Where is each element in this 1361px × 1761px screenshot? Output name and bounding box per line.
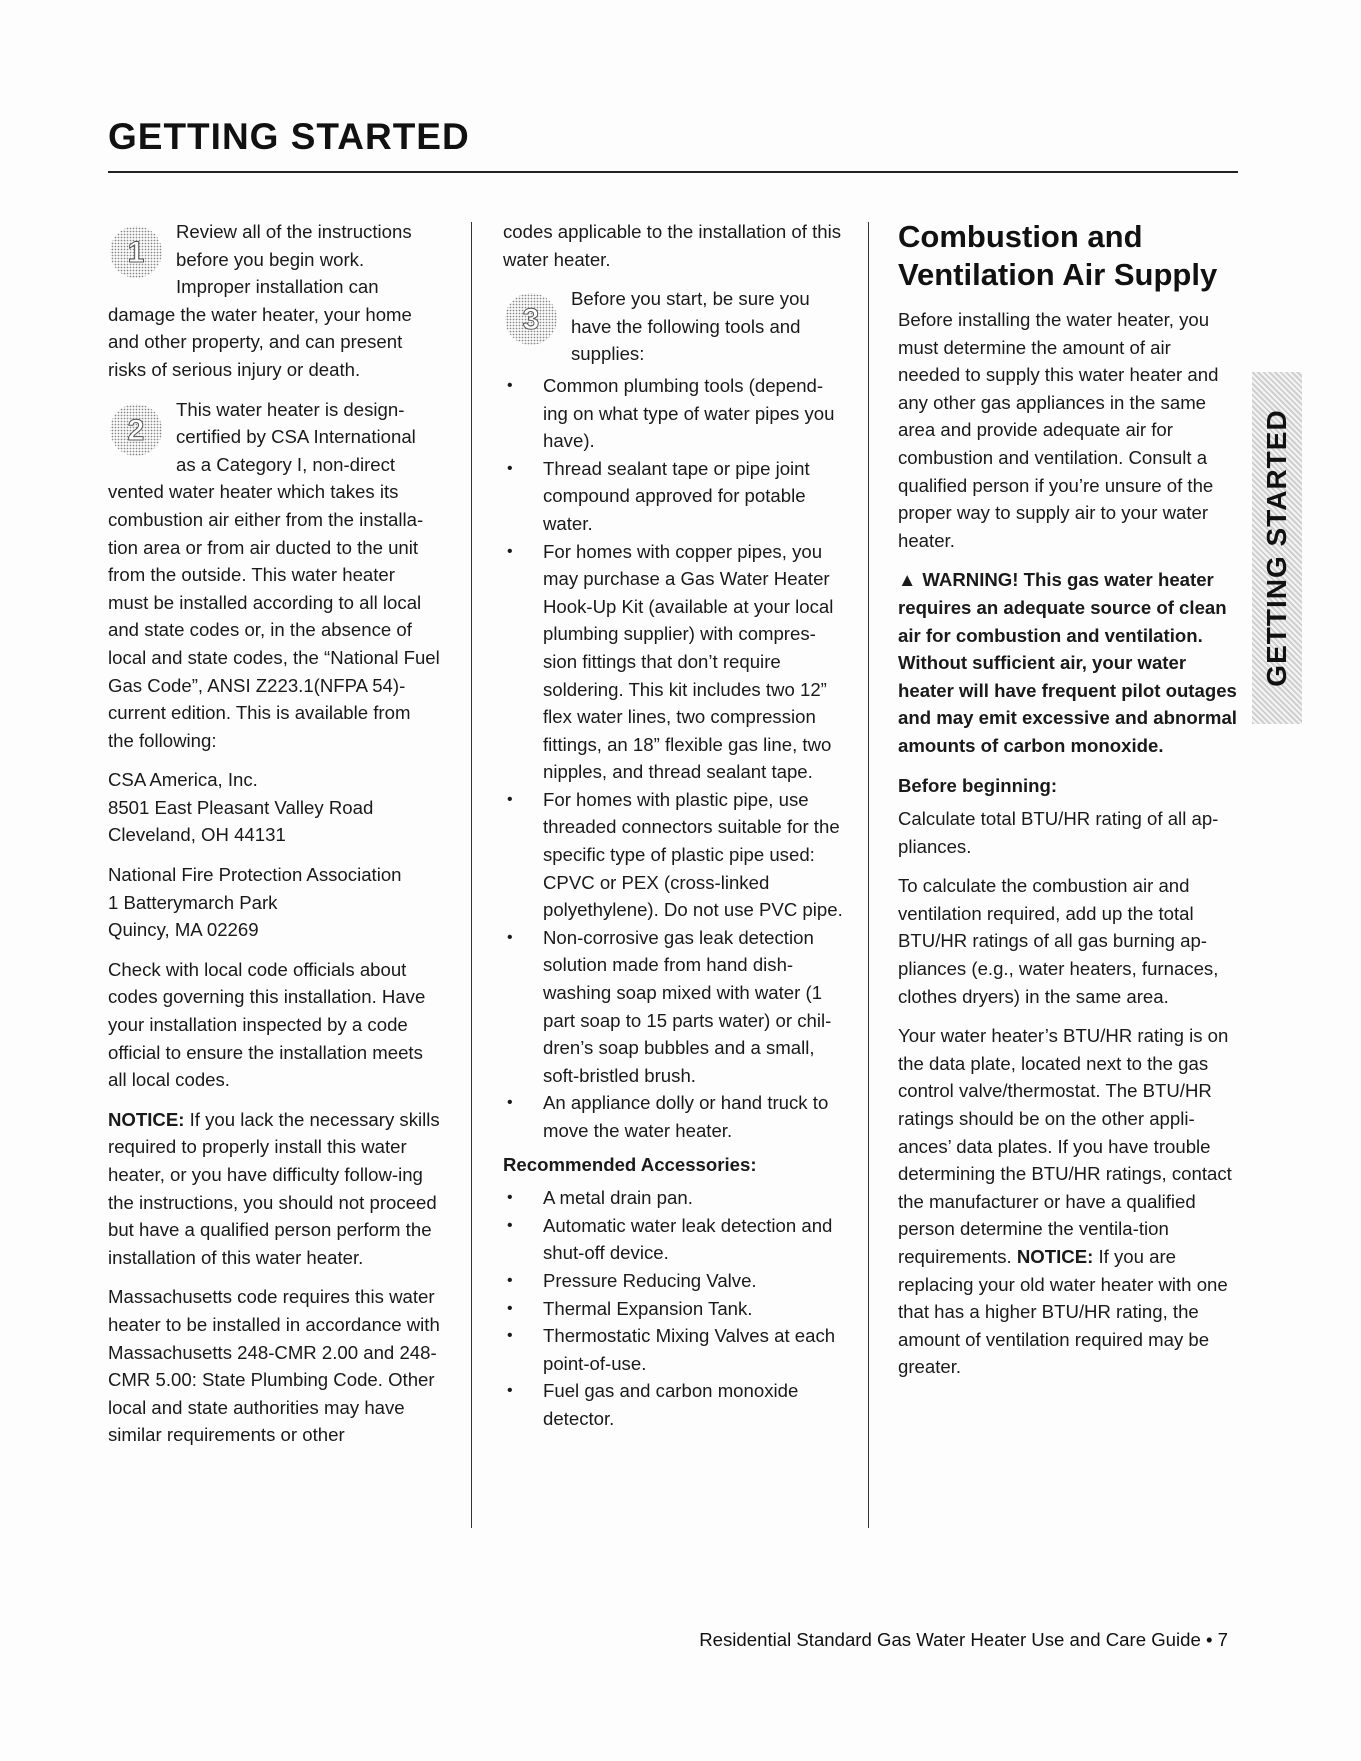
step-number-icon [108, 224, 164, 280]
column-divider [868, 222, 869, 1528]
page-title: GETTING STARTED [108, 116, 470, 157]
column-divider [471, 222, 472, 1528]
notice-label: NOTICE: [108, 1108, 185, 1130]
rating-text: Your water heater’s BTU/HR rating is on the data plate, located next to the gas control valve/thermostat. The BTU/HR ratings should be on the other appli-ances’ data plates. If you have trouble determining the BTU/HR ratings, contact the manufacturer or have a qualified person determine the ventila-tion requirements. [898, 1025, 1232, 1267]
column-left [108, 218, 440, 1461]
step-2-line: This water heater is design- [176, 398, 405, 420]
notice-text: If you are replacing your old water heater with one that has a higher BTU/HR rating, the amount of ventilation required may be greater. [898, 1246, 1228, 1378]
tools-list [503, 372, 843, 1145]
column-middle [503, 218, 843, 1439]
list-item: • Thermal Expansion Tank. [503, 1295, 843, 1323]
list-item: • An appliance dolly or hand truck to move the water heater. [503, 1089, 843, 1144]
massachusetts-paragraph: Massachusetts code requires this water heater to be installed in accordance with Massachusetts 248-CMR 2.00 and 248-CMR 5.00: State Plumbing Code. Other local and state authorities may have similar requirements or other [108, 1286, 440, 1446]
address-line: 1 Batterymarch Park [108, 891, 278, 913]
warning-paragraph [898, 566, 1238, 759]
step-2-line: as a Category I, non-direct [176, 453, 396, 475]
list-item: • Common plumbing tools (depend-ing on what type of water pipes you have). [503, 372, 843, 455]
step-number: 1 [127, 236, 145, 269]
calc-paragraph: To calculate the combustion air and ventilation required, add up the total BTU/HR ratings of all gas burning ap-pliances (e.g., water heaters, furnaces, clothes dryers) in the same area. [898, 875, 1219, 1007]
notice-text: If you lack the necessary skills required to properly install this water heater, or you have difficulty follow-ing the instructions, you should not proceed but have a qualified person perform the installation of this water heater. [108, 1108, 440, 1268]
list-item: • For homes with plastic pipe, use threaded connectors suitable for the specific type of plastic pipe used: CPVC or PEX (cross-linked polyethylene). Do not use PVC pipe. [503, 786, 843, 924]
check-paragraph: Check with local code officials about codes governing this installation. Have your installation inspected by a code official to ensure the installation meets all local codes. [108, 958, 426, 1091]
intro-paragraph: Before installing the water heater, you must determine the amount of air needed to supply this water heater and any other gas appliances in the same area and provide adequate air for combustion and ventilation. Consult a qualified person if you’re unsure of the proper way to supply air to your water heater. [898, 309, 1219, 551]
step-3-line: supplies: [571, 343, 645, 365]
calc-paragraph: Calculate total BTU/HR rating of all ap-pliances. [898, 808, 1219, 857]
address-line: Quincy, MA 02269 [108, 919, 259, 941]
step-3 [503, 285, 843, 368]
warning-icon: ▲ [898, 569, 917, 591]
accessories-heading: Recommended Accessories: [503, 1153, 757, 1175]
page-footer: Residential Standard Gas Water Heater Use and Care Guide • 7 [699, 1629, 1228, 1650]
accessories-list [503, 1184, 843, 1432]
step-number: 2 [127, 413, 145, 447]
step-1-line: Review all of the instructions [176, 221, 412, 242]
list-item: • Non-corrosive gas leak detection solution made from hand dish-washing soap mixed with water (1 part soap to 15 parts water) or chil-dren’s soap bubbles and a small, soft-bristled brush. [503, 924, 843, 1090]
step-number-icon [108, 402, 164, 458]
step-3-line: Before you start, be sure you [571, 288, 810, 310]
list-item: • Thermostatic Mixing Valves at each point-of-use. [503, 1322, 843, 1377]
list-item: • A metal drain pan. [503, 1184, 843, 1212]
list-item: • For homes with copper pipes, you may purchase a Gas Water Heater Hook-Up Kit (available at your local plumbing supplier) with compres-sion fittings that don’t require soldering. This kit includes two 12” flex water lines, two compression fittings, an 18” flexible gas line, two nipples, and thread sealant tape. [503, 538, 843, 786]
column-right [898, 218, 1238, 1393]
notice-paragraph [108, 1106, 440, 1272]
list-item: • Pressure Reducing Valve. [503, 1267, 843, 1295]
rating-paragraph [898, 1022, 1238, 1381]
step-1 [108, 218, 440, 301]
title-rule [108, 171, 1238, 173]
step-2-line: certified by CSA International [176, 426, 416, 448]
section-side-tab [1252, 372, 1302, 724]
address-line: Cleveland, OH 44131 [108, 824, 286, 846]
address-line: 8501 East Pleasant Valley Road [108, 796, 374, 818]
continued-text: codes applicable to the installation of this water heater. [503, 221, 842, 270]
list-item: • Fuel gas and carbon monoxide detector. [503, 1377, 843, 1432]
address-nfpa [108, 861, 440, 944]
step-number: 3 [522, 303, 540, 337]
address-line: CSA America, Inc. [108, 769, 258, 791]
address-csa [108, 766, 440, 849]
step-2 [108, 396, 440, 479]
list-item: • Thread sealant tape or pipe joint compound approved for potable water. [503, 455, 843, 538]
step-1-text: damage the water heater, your home and other property, and can present risks of serious injury or death. [108, 303, 412, 380]
before-beginning-heading: Before beginning: [898, 774, 1058, 796]
step-number-icon [503, 291, 559, 347]
step-1-line: Improper installation can [176, 276, 379, 298]
step-2-text: vented water heater which takes its combustion air either from the installa-tion area or from air ducted to the unit from the outside. This water heater must be installed according to all local and state codes or, in the absence of local and state codes, the “National Fuel Gas Code”, ANSI Z223.1(NFPA 54)-current edition. This is available from the following: [108, 481, 440, 751]
section-title: Combustion and Ventilation Air Supply [898, 219, 1218, 292]
address-line: National Fire Protection Association [108, 864, 402, 886]
notice-label: NOTICE: [1016, 1246, 1094, 1267]
list-item: • Automatic water leak detection and shut-off device. [503, 1212, 843, 1267]
warning-text: WARNING! This gas water heater requires an adequate source of clean air for combustion and ventilation. Without sufficient air, your water heater will have frequent pilot outages and may emit excessive and abnormal amounts of carbon monoxide. [898, 569, 1237, 756]
step-3-line: have the following tools and [571, 315, 801, 337]
side-tab-label: GETTING STARTED [1261, 409, 1292, 687]
step-1-line: before you begin work. [176, 248, 365, 270]
